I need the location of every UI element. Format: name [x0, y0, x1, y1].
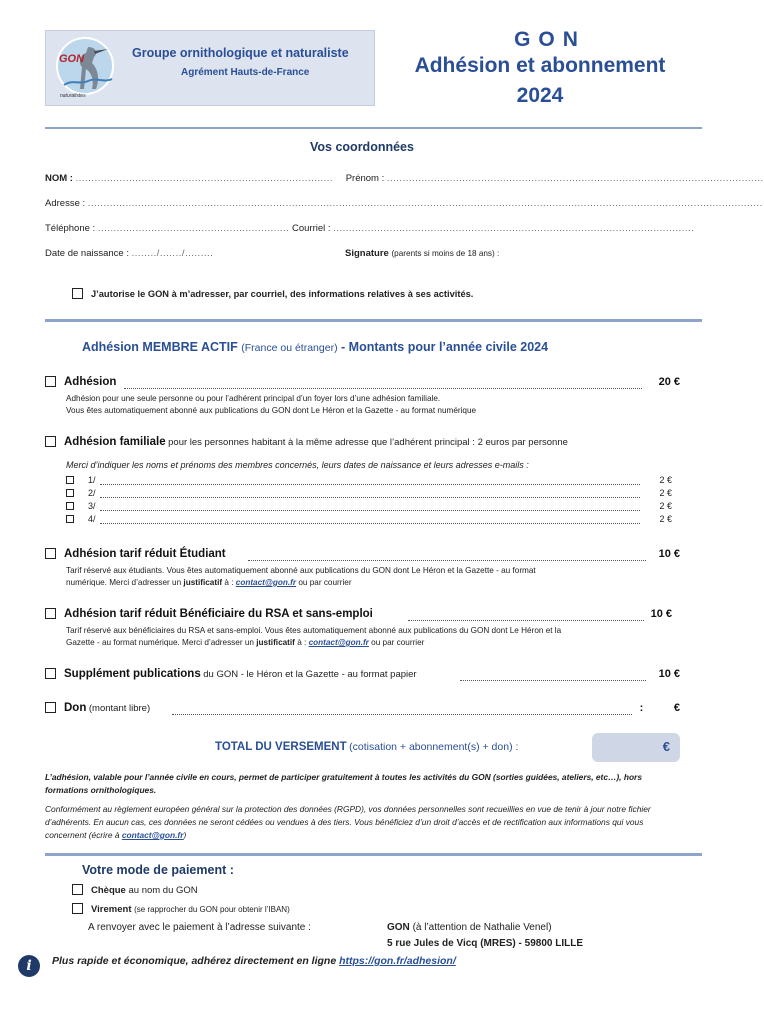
notes-rgpd [45, 803, 685, 842]
address-name: GON [387, 922, 410, 933]
rsa-note-2a: Gazette - au format numérique. Merci d’adresser un [66, 638, 254, 647]
familiale-instruction: Merci d’indiquer les noms et prénoms des membres concernés, leurs dates de naissance et leurs adresses e-mails : [66, 460, 529, 470]
virement-option[interactable] [72, 903, 290, 915]
consent-label: J’autorise le GON à m’adresser, par courriel, des informations relatives à ses activités. [91, 289, 474, 299]
consent-row[interactable] [72, 288, 473, 300]
member-2-num: 2/ [88, 488, 96, 498]
total-label: TOTAL DU VERSEMENT [215, 741, 347, 753]
nom-field[interactable] [45, 173, 764, 184]
courriel-label: Courriel : [291, 223, 331, 234]
etudiant-note-1: Tarif réservé aux étudiants. Vous êtes automatiquement abonné aux publications du GON dont Le Héron et la Gazette - au format [66, 566, 536, 575]
etudiant-leader [248, 560, 646, 561]
org-logo-block [45, 30, 375, 106]
address-line: 5 rue Jules de Vicq (MRES) - 59800 LILLE [387, 938, 583, 949]
option-rsa[interactable] [45, 608, 373, 620]
rsa-note-2d: ou par courrier [371, 638, 425, 647]
supplement-checkbox[interactable] [45, 668, 56, 679]
address-name-line [387, 922, 552, 933]
don-leader [172, 714, 632, 715]
heron-logo [56, 37, 114, 95]
rsa-email-link[interactable]: contact@gon.fr [308, 638, 369, 647]
etudiant-email-link[interactable]: contact@gon.fr [235, 578, 297, 587]
section-title-coordonnees: Vos coordonnées [310, 140, 414, 154]
consent-checkbox[interactable] [72, 288, 83, 299]
adhesion-title-paren: (France ou étranger) [241, 342, 338, 354]
header-acronym: GON [514, 28, 586, 51]
member-2-leader [100, 497, 640, 498]
option-don[interactable] [45, 702, 150, 714]
nom-dots: .................................................................................. [75, 173, 334, 184]
adhesion-leader [124, 388, 642, 389]
familiale-member-list [66, 475, 672, 527]
rgpd-email-link[interactable]: contact@gon.fr [121, 830, 184, 840]
page-title: Adhésion et abonnement [414, 54, 666, 77]
member-4-leader [100, 523, 640, 524]
option-etudiant[interactable] [45, 548, 226, 560]
member-2-price: 2 € [659, 488, 672, 498]
total-note: (cotisation + abonnement(s) + don) : [349, 741, 519, 753]
nom-label: NOM : [45, 173, 73, 184]
telephone-label: Téléphone : [45, 223, 96, 234]
adhesion-note-1: Adhésion pour une seule personne ou pour l’adhérent principal d’un foyer lors d’une adhésion familiale. [66, 394, 441, 403]
adhesion-title-main: Adhésion MEMBRE ACTIF [82, 340, 238, 354]
adresse-label: Adresse : [45, 198, 86, 209]
adhesion-price: 20 € [658, 376, 680, 388]
supplement-price: 10 € [658, 668, 680, 680]
cheque-note: au nom du GON [128, 885, 198, 896]
total-row [215, 741, 518, 753]
etudiant-note-2 [66, 577, 686, 589]
telephone-field[interactable] [45, 223, 694, 234]
virement-checkbox[interactable] [72, 903, 83, 914]
total-amount-field[interactable] [592, 733, 680, 762]
rsa-leader [408, 620, 644, 621]
rsa-label: Adhésion tarif réduit Bénéficiaire du RSA et sans-emploi [64, 608, 373, 620]
notes-rgpd-text: Conformément au règlement européen général sur la protection des données (RGPD), vos données personnelles sont recueillies en vue de tenir à jour notre fichier d’adhérents. En aucun cas, ces données ne seront cédées ou vendues à des tiers. Vous bénéficiez d’un droit d’accès et de rectification aux informations qui vous concernent (écrire à [45, 804, 651, 840]
adhesion-title-rest: - Montants pour l’année civile 2024 [341, 340, 549, 354]
option-supplement[interactable] [45, 668, 417, 680]
info-icon: i [18, 955, 40, 977]
section-title-adhesion [82, 340, 548, 354]
signature-label: Signature [345, 248, 389, 259]
etudiant-price: 10 € [658, 548, 680, 560]
supplement-leader [460, 680, 646, 681]
naissance-mask: ......../......./......... [131, 248, 214, 259]
page-year: 2024 [516, 84, 564, 107]
cheque-option[interactable] [72, 884, 198, 896]
etudiant-note-2a: numérique. Merci d’adresser un [66, 578, 182, 587]
cheque-label: Chèque [91, 885, 126, 896]
member-2-checkbox[interactable] [66, 489, 74, 497]
signature-field[interactable] [345, 248, 499, 259]
member-3-num: 3/ [88, 501, 96, 511]
rsa-price: 10 € [650, 608, 672, 620]
rsa-justificatif: justificatif [256, 638, 295, 647]
org-name: Groupe ornithologique et naturaliste [132, 46, 349, 60]
rsa-note-2c: à : [297, 638, 307, 647]
online-link[interactable]: https://gon.fr/adhesion/ [339, 955, 456, 967]
section-divider-1 [45, 319, 702, 322]
prenom-label: Prénom : [345, 173, 385, 184]
address-attn: (à l’attention de Nathalie Venel) [412, 922, 552, 933]
renvoyer-text: A renvoyer avec le paiement à l’adresse suivante : [88, 922, 311, 933]
etudiant-justificatif: justificatif [183, 578, 223, 587]
don-suffix: (montant libre) [88, 703, 151, 714]
don-checkbox[interactable] [45, 702, 56, 713]
logo-tagline: naturalistes [60, 93, 86, 99]
logo-gon-text: GON [59, 53, 85, 65]
list-item[interactable] [66, 501, 672, 514]
section-title-paiement: Votre mode de paiement : [82, 863, 234, 877]
supplement-label: Supplément publications [64, 668, 201, 680]
section-divider-2 [45, 853, 702, 856]
notes-activities: L’adhésion, valable pour l’année civile en cours, permet de participer gratuitement à toutes les activités du GON (sorties guidées, ateliers, etc…), hors formations ornithologiques. [45, 772, 642, 795]
list-item[interactable] [66, 514, 672, 527]
supplement-suffix: du GON - le Héron et la Gazette - au format papier [203, 669, 417, 680]
familiale-checkbox[interactable] [45, 436, 56, 447]
member-4-checkbox[interactable] [66, 515, 74, 523]
org-agreement: Agrément Hauts-de-France [181, 67, 310, 78]
etudiant-checkbox[interactable] [45, 548, 56, 559]
total-currency: € [662, 739, 670, 754]
etudiant-note-2d: ou par courrier [298, 578, 352, 587]
rsa-checkbox[interactable] [45, 608, 56, 619]
etudiant-note [66, 565, 686, 589]
member-1-checkbox[interactable] [66, 476, 74, 484]
adresse-dots: ....................................................................................................................................................................................................................... [87, 198, 763, 209]
telephone-dots: ............................................................. [97, 223, 290, 234]
member-3-price: 2 € [659, 501, 672, 511]
member-1-num: 1/ [88, 475, 96, 485]
list-item[interactable] [66, 488, 672, 501]
don-price: : € [639, 702, 680, 714]
rsa-note-1: Tarif réservé aux bénéficiaires du RSA et sans-emploi. Vous êtes automatiquement abonné aux publications du GON dont Le Héron et la [66, 626, 562, 635]
cheque-checkbox[interactable] [72, 884, 83, 895]
heron-icon [58, 39, 116, 97]
rsa-note-2 [66, 637, 686, 649]
online-text: Plus rapide et économique, adhérez directement en ligne [52, 955, 337, 967]
adhesion-note-2: Vous êtes automatiquement abonné aux publications du GON dont Le Héron et la Gazette - au format numérique [66, 406, 477, 415]
option-adhesion[interactable] [45, 376, 680, 388]
header-divider [45, 127, 702, 129]
rsa-note [66, 625, 686, 649]
courriel-dots: ................................................................................................................... [333, 223, 695, 234]
virement-note: (se rapprocher du GON pour obtenir l’IBAN) [134, 905, 290, 914]
adresse-field[interactable] [45, 198, 763, 209]
prenom-dots: ........................................................................................................................ [386, 173, 764, 184]
don-label: Don [64, 702, 87, 714]
member-4-num: 4/ [88, 514, 96, 524]
member-1-leader [100, 484, 640, 485]
naissance-field[interactable] [45, 248, 213, 259]
notes-rgpd-end: ) [183, 830, 187, 840]
member-3-checkbox[interactable] [66, 502, 74, 510]
naissance-label: Date de naissance : [45, 248, 129, 259]
etudiant-label: Adhésion tarif réduit Étudiant [64, 548, 226, 560]
online-row [52, 955, 456, 967]
familiale-label: Adhésion familiale [64, 436, 166, 448]
adhesion-checkbox[interactable] [45, 376, 56, 387]
adhesion-label: Adhésion [64, 376, 117, 388]
member-1-price: 2 € [659, 475, 672, 485]
adhesion-note [66, 393, 666, 417]
list-item[interactable] [66, 475, 672, 488]
member-3-leader [100, 510, 640, 511]
member-4-price: 2 € [659, 514, 672, 524]
familiale-suffix: pour les personnes habitant à la même adresse que l’adhérent principal : 2 euros par personne [168, 437, 568, 448]
etudiant-note-2c: à : [224, 578, 234, 587]
virement-label: Virement [91, 904, 132, 915]
signature-note: (parents si moins de 18 ans) : [391, 249, 500, 258]
option-familiale[interactable] [45, 436, 568, 448]
